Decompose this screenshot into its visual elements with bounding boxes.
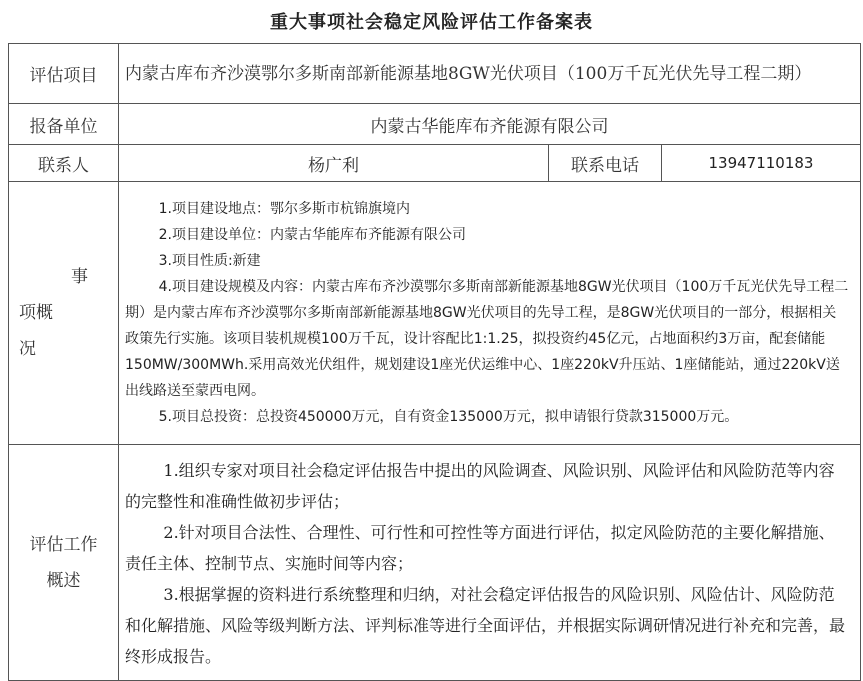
project-value: 内蒙古库布齐沙漠鄂尔多斯南部新能源基地8GW光伏项目（100万千瓦光伏先导工程二期） <box>119 44 861 104</box>
overview-item: 2.项目建设单位：内蒙古华能库布齐能源有限公司 <box>158 227 466 243</box>
work-content <box>119 445 861 681</box>
phone-value: 13947110183 <box>662 145 861 182</box>
row-work <box>9 445 861 681</box>
project-label: 评估项目 <box>9 44 119 104</box>
phone-label: 联系电话 <box>549 145 662 182</box>
overview-item: 1.项目建设地点：鄂尔多斯市杭锦旗境内 <box>158 201 410 217</box>
filing-form-table <box>8 43 861 681</box>
overview-item: 4.项目建设规模及内容：内蒙古库布齐沙漠鄂尔多斯南部新能源基地8GW光伏项目（100万千瓦光伏先导工程二期）是内蒙古库布齐沙漠鄂尔多斯南部新能源基地8GW光伏项目的先导工程，是8GW光伏项目的一部分，根据相关政策先行实施。该项目装机规模100万千瓦，设计容配比1:1.25，拟投资约45亿元，占地面积约3万亩，配套储能150MW/300MWh.采用高效光伏组件，规划建设1座光伏运维中心、1座220kV升压站、1座储能站，通过220kV送出线路送至蒙西电网。 <box>125 279 849 399</box>
overview-label <box>9 182 119 445</box>
contact-name: 杨广利 <box>119 145 549 182</box>
work-item: 2.针对项目合法性、合理性、可行性和可控性等方面进行评估，拟定风险防范的主要化解措施、责任主体、控制节点、实施时间等内容； <box>125 523 835 573</box>
row-overview <box>9 182 861 445</box>
work-label <box>9 445 119 681</box>
work-label-line-1: 评估工作 <box>29 534 98 555</box>
form-title: 重大事项社会稳定风险评估工作备案表 <box>270 12 593 33</box>
row-unit <box>9 104 861 145</box>
contact-label: 联系人 <box>9 145 119 182</box>
row-project <box>9 44 861 104</box>
overview-item: 3.项目性质:新建 <box>158 253 261 269</box>
overview-label-line-2: 项概 <box>19 303 53 323</box>
work-label-line-2: 概述 <box>46 570 81 591</box>
overview-content <box>119 182 861 445</box>
work-item: 3.根据掌握的资料进行系统整理和归纳，对社会稳定评估报告的风险识别、风险估计、风险防范和化解措施、风险等级判断方法、评判标准等进行全面评估，并根据实际调研情况进行补充和完善，最终形成报告。 <box>125 585 846 666</box>
unit-label: 报备单位 <box>9 104 119 145</box>
overview-label-line-1: 事 <box>71 267 88 287</box>
work-item: 1.组织专家对项目社会稳定评估报告中提出的风险调查、风险识别、风险评估和风险防范等内容的完整性和准确性做初步评估； <box>125 461 835 511</box>
unit-value: 内蒙古华能库布齐能源有限公司 <box>119 104 861 145</box>
overview-item: 5.项目总投资：总投资450000万元，自有资金135000万元，拟申请银行贷款315000万元。 <box>158 409 739 425</box>
row-contact <box>9 145 861 182</box>
overview-label-line-3: 况 <box>19 339 36 359</box>
